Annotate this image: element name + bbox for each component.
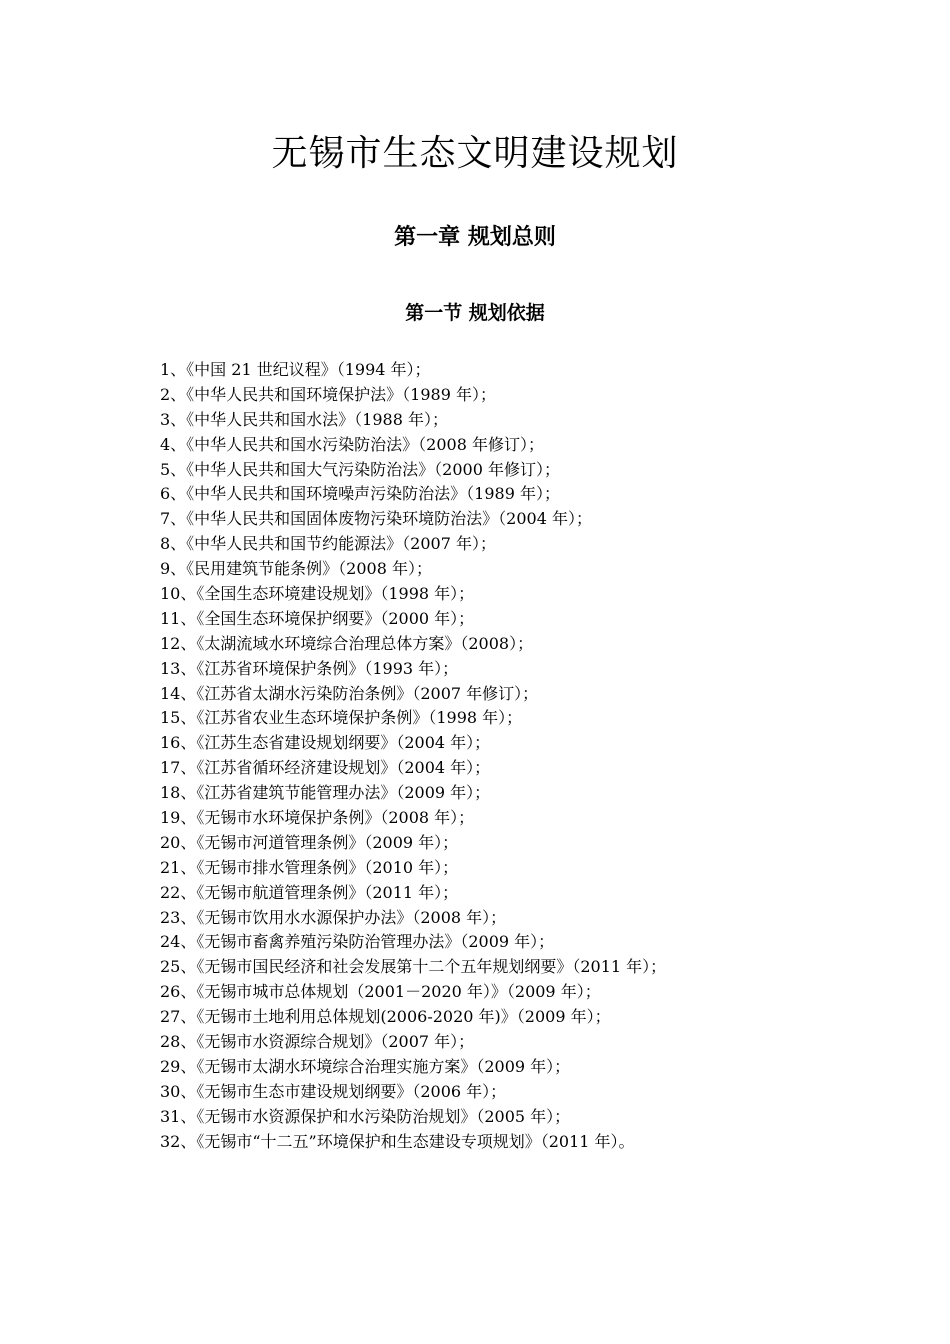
basis-item-9: 9、《民用建筑节能条例》（2008 年）； [160,559,432,579]
basis-item-15: 15、《江苏省农业生态环境保护条例》（1998 年）； [160,708,523,728]
chapter-heading: 第一章 规划总则 [394,225,556,250]
document-title: 无锡市生态文明建设规划 [271,133,679,174]
basis-item-29: 29、《无锡市太湖水环境综合治理实施方案》（2009 年）； [160,1056,571,1076]
basis-item-5: 5、《中华人民共和国大气污染防治法》（2000 年修订）； [160,459,560,479]
basis-item-21: 21、《无锡市排水管理条例》（2010 年）； [160,857,459,877]
basis-item-17: 17、《江苏省循环经济建设规划》（2004 年）； [160,758,491,778]
basis-item-19: 19、《无锡市水环境保护条例》（2008 年）； [160,808,475,828]
basis-item-27: 27、《无锡市土地利用总体规划(2006-2020 年)》（2009 年）； [160,1007,611,1027]
basis-item-18: 18、《江苏省建筑节能管理办法》（2009 年）； [160,783,491,803]
basis-item-7: 7、《中华人民共和国固体废物污染环境防治法》（2004 年）； [160,509,592,529]
basis-item-12: 12、《太湖流域水环境综合治理总体方案》（2008）； [160,633,534,653]
basis-item-13: 13、《江苏省环境保护条例》（1993 年）； [160,658,459,678]
basis-item-3: 3、《中华人民共和国水法》（1988 年）； [160,409,448,429]
basis-item-32: 32、《无锡市“十二五”环境保护和生态建设专项规划》（2011 年）。 [160,1131,635,1151]
basis-item-22: 22、《无锡市航道管理条例》（2011 年）； [160,882,459,902]
basis-item-20: 20、《无锡市河道管理条例》（2009 年）； [160,832,459,852]
basis-item-6: 6、《中华人民共和国环境噪声污染防治法》（1989 年）； [160,484,560,504]
basis-item-16: 16、《江苏生态省建设规划纲要》（2004 年）； [160,733,491,753]
basis-item-10: 10、《全国生态环境建设规划》（1998 年）； [160,584,475,604]
basis-item-28: 28、《无锡市水资源综合规划》（2007 年）； [160,1032,475,1052]
basis-item-4: 4、《中华人民共和国水污染防治法》（2008 年修订）； [160,434,544,454]
basis-item-23: 23、《无锡市饮用水水源保护办法》（2008 年）； [160,907,507,927]
basis-item-2: 2、《中华人民共和国环境保护法》（1989 年）； [160,384,496,404]
basis-item-8: 8、《中华人民共和国节约能源法》（2007 年）； [160,534,496,554]
basis-item-25: 25、《无锡市国民经济和社会发展第十二个五年规划纲要》（2011 年）； [160,957,667,977]
basis-item-31: 31、《无锡市水资源保护和水污染防治规划》（2005 年）； [160,1106,571,1126]
basis-item-14: 14、《江苏省太湖水污染防治条例》（2007 年修订）； [160,683,539,703]
basis-item-11: 11、《全国生态环境保护纲要》（2000 年）； [160,608,475,628]
basis-item-26: 26、《无锡市城市总体规划（2001－2020 年）》（2009 年）； [160,982,601,1002]
planning-basis-list [160,358,920,1155]
basis-item-24: 24、《无锡市畜禽养殖污染防治管理办法》（2009 年）； [160,932,555,952]
section-heading: 第一节 规划依据 [405,302,545,324]
basis-item-30: 30、《无锡市生态市建设规划纲要》（2006 年）； [160,1081,507,1101]
basis-item-1: 1、《中国 21 世纪议程》（1994 年）； [160,360,431,379]
